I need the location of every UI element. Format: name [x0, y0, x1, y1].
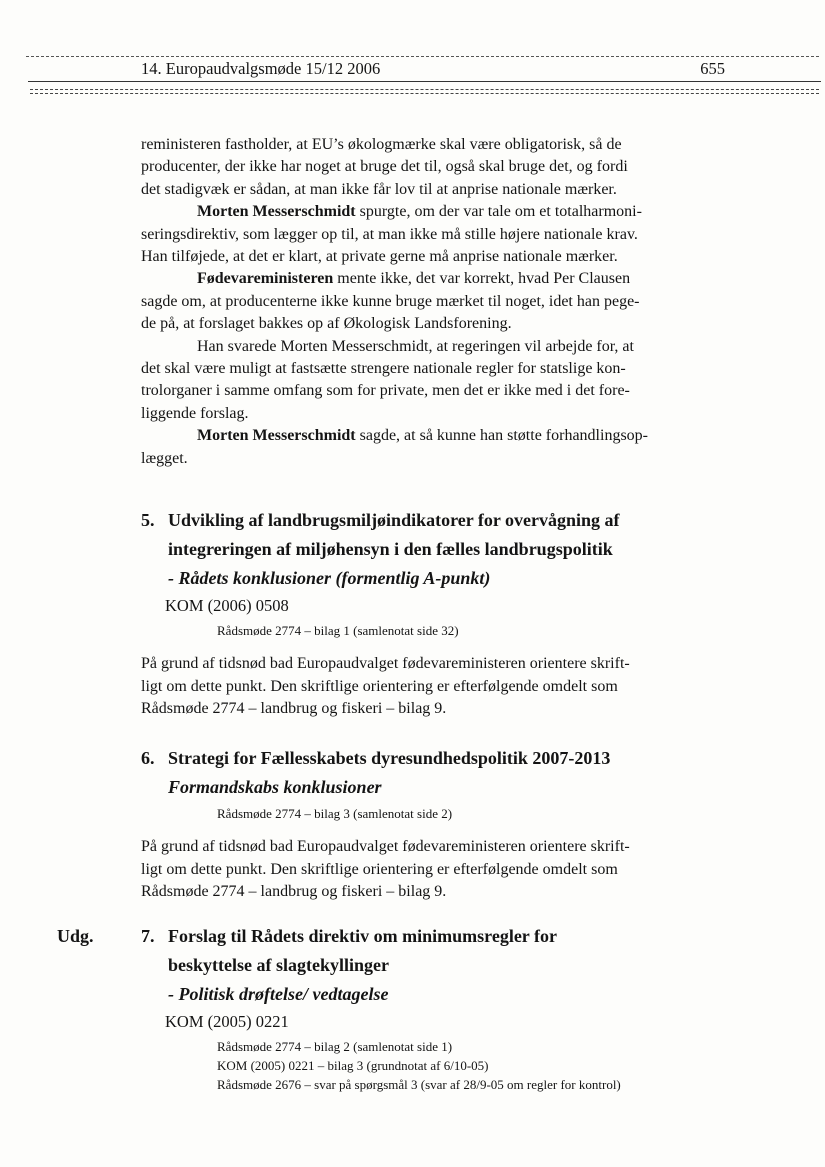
header-rule-solid — [28, 81, 821, 82]
reference-line: Rådsmøde 2774 – bilag 3 (samlenotat side 2) — [217, 806, 453, 822]
margin-label-udg: Udg. — [57, 925, 94, 946]
paragraph-line: På grund af tidsnød bad Europaudvalget fødevareministeren orientere skrift- — [141, 655, 630, 673]
paragraph — [141, 201, 719, 268]
agenda-item-subtitle: Formandskabs konklusioner — [168, 777, 382, 798]
agenda-item-heading — [141, 744, 719, 773]
agenda-item-heading — [141, 951, 719, 980]
reference-line: Rådsmøde 2774 – bilag 2 (samlenotat side 1) — [217, 1038, 453, 1054]
agenda-item-title: Strategi for Fællesskabets dyresundhedspolitik 2007-2013 — [168, 748, 611, 769]
paragraph-line — [141, 268, 719, 290]
paragraph-line — [141, 201, 719, 223]
agenda-item-title: Udvikling af landbrugsmiljøindikatorer for overvågning af — [168, 510, 620, 531]
paragraph-line: Han tilføjede, at det er klart, at private gerne må anprise nationale mærker. — [141, 248, 618, 266]
agenda-item-7 — [57, 922, 719, 1094]
paragraph — [141, 836, 719, 903]
header-title: 14. Europaudvalgsmøde 15/12 2006 — [141, 59, 381, 78]
paragraph-line: seringsdirektiv, som lægger op til, at man ikke må stille højere nationale krav. — [141, 225, 638, 243]
document-references — [217, 804, 719, 823]
document-references — [217, 621, 719, 640]
page-header — [141, 59, 725, 79]
document-references — [217, 1037, 719, 1094]
header-double-rule-1 — [30, 89, 819, 90]
kom-reference: KOM (2006) 0508 — [165, 596, 289, 616]
paragraph — [141, 425, 719, 470]
agenda-item-number: 6. — [141, 748, 155, 769]
paragraph-line: de på, at forslaget bakkes op af Økologisk Landsforening. — [141, 315, 512, 333]
agenda-item-number: 7. — [141, 925, 155, 946]
speaker-name: Morten Messerschmidt — [197, 427, 356, 445]
agenda-item-number: 5. — [141, 510, 155, 531]
paragraph-line: liggende forslag. — [141, 404, 249, 422]
speaker-name: Morten Messerschmidt — [197, 203, 356, 221]
paragraph — [141, 653, 719, 720]
reference-line: Rådsmøde 2676 – svar på spørgsmål 3 (svar af 28/9-05 om regler for kontrol) — [217, 1076, 621, 1092]
paragraph-text: mente ikke, det var korrekt, hvad Per Clausen — [333, 270, 631, 288]
document-body — [57, 134, 719, 1094]
header-rule-dashed-top — [26, 56, 819, 57]
paragraph-line: lægget. — [141, 449, 188, 467]
paragraph-line: det skal være muligt at fastsætte strengere nationale regler for statslige kon- — [141, 360, 626, 378]
paragraph-line: sagde om, at producenterne ikke kunne bruge mærket til noget, idet han pege- — [141, 292, 640, 310]
agenda-item-heading — [141, 535, 719, 564]
agenda-item-title: Forslag til Rådets direktiv om minimumsregler for — [168, 925, 557, 946]
paragraph-text: sagde, at så kunne han støtte forhandlingsop- — [355, 427, 648, 445]
speaker-name: Fødevareministeren — [197, 270, 334, 288]
paragraph — [141, 134, 719, 201]
agenda-item-heading — [141, 506, 719, 535]
paragraph — [141, 268, 719, 335]
header-double-rule-2 — [30, 93, 819, 94]
agenda-item-5 — [141, 506, 719, 720]
paragraph-line: Rådsmøde 2774 – landbrug og fiskeri – bilag 9. — [141, 699, 447, 717]
reference-line: KOM (2005) 0221 – bilag 3 (grundnotat af 6/10-05) — [217, 1057, 489, 1073]
agenda-item-title: beskyttelse af slagtekyllinger — [168, 954, 389, 975]
paragraph-line: det stadigvæk er sådan, at man ikke får lov til at anprise nationale mærker. — [141, 180, 617, 198]
agenda-item-subtitle: - Rådets konklusioner (formentlig A-punkt) — [168, 568, 491, 589]
paragraph — [141, 336, 719, 426]
agenda-item-title: integreringen af miljøhensyn i den fælles landbrugspolitik — [168, 539, 613, 560]
page-number: 655 — [700, 59, 725, 78]
paragraph-line: producenter, der ikke har noget at bruge det til, også skal bruge det, og fordi — [141, 158, 628, 176]
paragraph-line: ligt om dette punkt. Den skriftlige orientering er efterfølgende omdelt som — [141, 677, 618, 695]
paragraph-line: trolorganer i samme omfang som for private, men det er ikke med i det fore- — [141, 382, 630, 400]
paragraph-line: reministeren fastholder, at EU’s økologmærke skal være obligatorisk, så de — [141, 136, 622, 153]
agenda-item-subtitle: - Politisk drøftelse/ vedtagelse — [168, 983, 389, 1004]
paragraph-line: Han svarede Morten Messerschmidt, at regeringen vil arbejde for, at — [197, 337, 634, 355]
agenda-item-heading — [141, 922, 719, 951]
paragraph-line: Rådsmøde 2774 – landbrug og fiskeri – bilag 9. — [141, 883, 447, 901]
paragraph-text: spurgte, om der var tale om et totalharmoni- — [355, 203, 642, 221]
agenda-item-6 — [141, 744, 719, 903]
reference-line: Rådsmøde 2774 – bilag 1 (samlenotat side 32) — [217, 623, 459, 639]
paragraph-line: På grund af tidsnød bad Europaudvalget fødevareministeren orientere skrift- — [141, 838, 630, 856]
paragraph-line: ligt om dette punkt. Den skriftlige orientering er efterfølgende omdelt som — [141, 860, 618, 878]
kom-reference: KOM (2005) 0221 — [165, 1011, 289, 1031]
paragraph-line — [141, 425, 719, 447]
